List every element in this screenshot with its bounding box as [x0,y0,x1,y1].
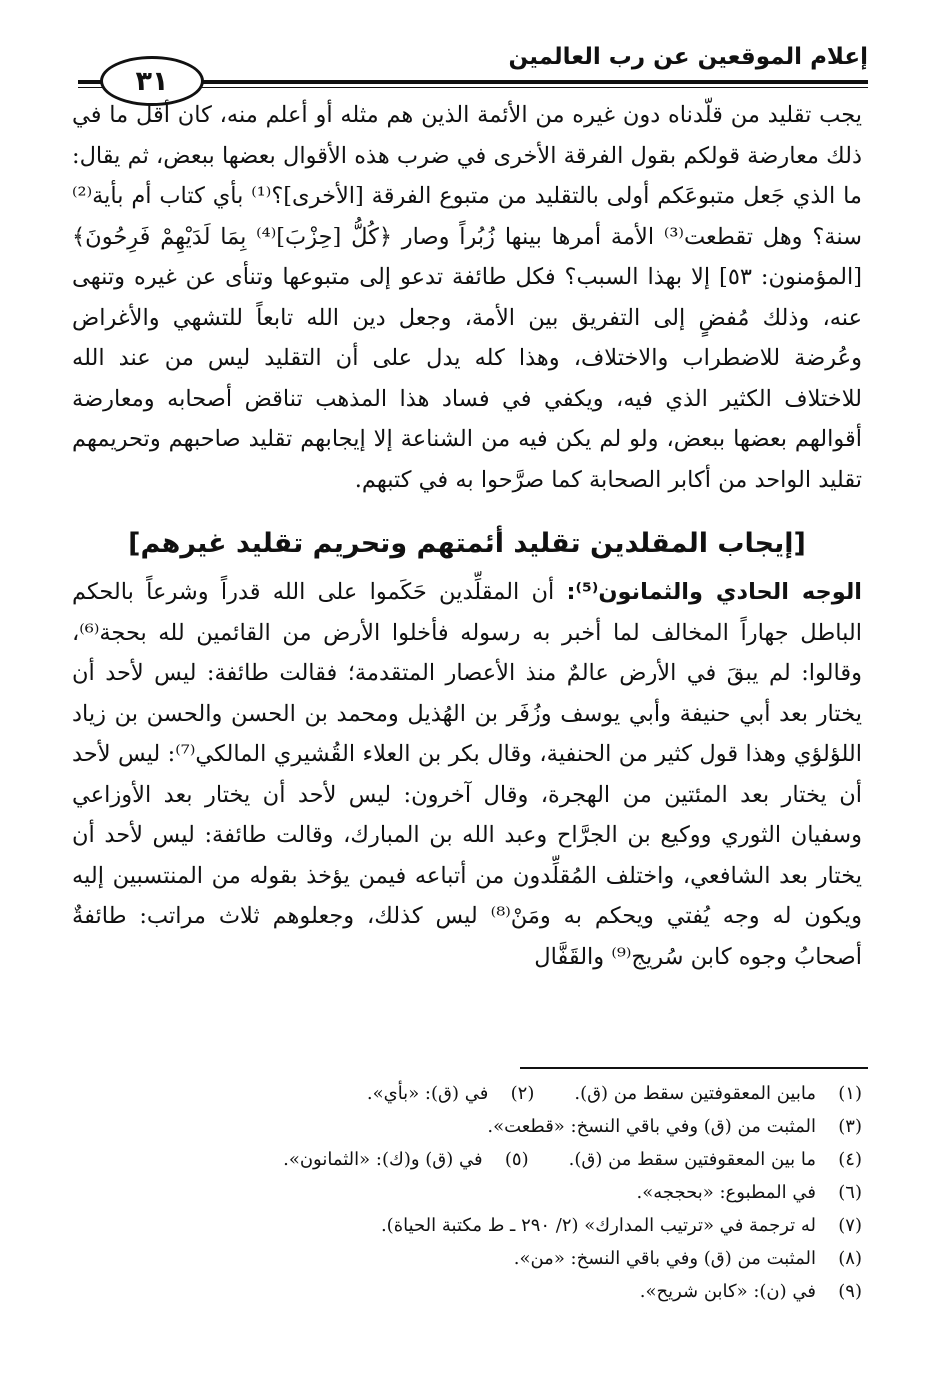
footnote-number: (٤) [838,1149,862,1170]
footnote-row [72,1077,862,1110]
footnote-row [72,1176,862,1209]
footnote-text: في المطبوع: «بحججه». [636,1182,816,1203]
paragraph [72,572,862,977]
section-heading: [إيجاب المقلدين تقليد أئمتهم وتحريم تقليد غيرهم] [128,528,806,559]
footnote-row [72,1275,862,1308]
body-text [72,95,862,977]
footnote-row [72,1209,862,1242]
footnote-text: في (ق): «بأي». [366,1083,489,1104]
footnote-number: (٣) [838,1116,862,1137]
footnote-text: المثبت من (ق) وفي باقي النسخ: «من». [513,1248,816,1269]
paragraph: يجب تقليد من قلّدناه دون غيره من الأئمة الذين هم مثله أو أعلم منه، كان أقل ما في ذلك معارضة قولكم بقول الفرقة الأخرى في ضرب هذه الأقوال بعضها ببعض، ثم يقال: ما الذي جَعل متبوعَكم أولى بالتقليد من متبوع الفرقة [الأخرى]؟⁽¹⁾ بأي كتاب أم بأية⁽²⁾ سنة؟ وهل تقطعت⁽³⁾ الأمة أمرها بينها زُبُراً وصار ﴿كُلُّ [حِزْبَ]⁽⁴⁾ بِمَا لَدَيْهِمْ فَرِحُونَ﴾ [المؤمنون: ٥٣] إلا بهذا السبب؟ فكل طائفة تدعو إلى متبوعها وتنأى عن غيره وتنهى عنه، وذلك مُفضٍ إلى التفريق بين الأمة، وجعل دين الله تابعاً للتشهي والأغراض وعُرضة للاضطراب والاختلاف، وهذا كله يدل على أن التقليد ليس من عند الله للاختلاف الكثير الذي فيه، ويكفي في فساد هذا المذهب تناقض أصحابه ومعارضة أقوالهم بعضها ببعض، ولو لم يكن فيه من الشناعة إلا إيجابهم تقليد صاحبهم وتحريمهم تقليد الواحد من أكابر الصحابة كما صرَّحوا به في كتبهم. [72,102,862,493]
page-header [78,38,868,98]
footnote-row [72,1143,862,1176]
footnote-number: (٧) [838,1215,862,1236]
footnote-row [72,1242,862,1275]
paragraph-body: أن المقلِّدين حَكَموا على الله قدراً وشرعاً بالحكم الباطل جهاراً المخالف لما أخبر به رسوله فأخلوا الأرض من القائمين لله بحجة⁽⁶⁾، وقالوا: لم يبقَ في الأرض عالمٌ منذ الأعصار المتقدمة؛ فقالت طائفة: ليس لأحد أن يختار بعد أبي حنيفة وأبي يوسف وزُفَر بن الهُذيل ومحمد بن الحسن والحسن بن زياد اللؤلؤي وهذا قول كثير من الحنفية، وقال بكر بن العلاء القُشيري المالكي⁽⁷⁾: ليس لأحد أن يختار بعد المئتين من الهجرة، وقال آخرون: ليس لأحد أن يختار بعد الأوزاعي وسفيان الثوري ووكيع بن الجرَّاح وعبد الله بن المبارك، وقالت طائفة: ليس لأحد أن يختار بعد الشافعي، واختلف المُقلِّدون من أتباعه فيمن يؤخذ بقوله من المنتسبين إليه ويكون له وجه يُفتي ويحكم به ومَنْ⁽⁸⁾ ليس كذلك، وجعلوهم ثلاث مراتب: طائفةٌ أصحابُ وجوه كابن سُريج⁽⁹⁾ والقَفَّال [72,579,863,970]
footnote-text: ما بين المعقوفتين سقط من (ق). [568,1149,816,1170]
footnote-separator [520,1067,868,1069]
footnote-text: له ترجمة في «ترتيب المدارك» (٢/ ٢٩٠ ـ ط مكتبة الحياة). [380,1215,816,1236]
footnote-number: (٩) [838,1281,862,1302]
footnotes [72,1077,862,1308]
paragraph-lead: الوجه الحادي والثمانون⁽⁵⁾: [566,579,862,605]
footnote-text: في (ق) و(ك): «الثمانون». [283,1149,483,1170]
footnote-text: في (ن): «كابن شريح». [639,1281,816,1302]
footnote-text: المثبت من (ق) وفي باقي النسخ: «قطعت». [487,1116,816,1137]
footnote-row [72,1110,862,1143]
footnote-text: مابين المعقوفتين سقط من (ق). [574,1083,816,1104]
footnote-number: (٦) [838,1182,862,1203]
footnote-number: (٨) [838,1248,862,1269]
footnote-number: (٥) [504,1149,529,1170]
running-title: إعلام الموقعين عن رب العالمين [499,44,868,70]
page-number: ٣١ [100,56,204,106]
footnote-number: (٢) [510,1083,535,1104]
footnote-number: (١) [838,1083,862,1104]
